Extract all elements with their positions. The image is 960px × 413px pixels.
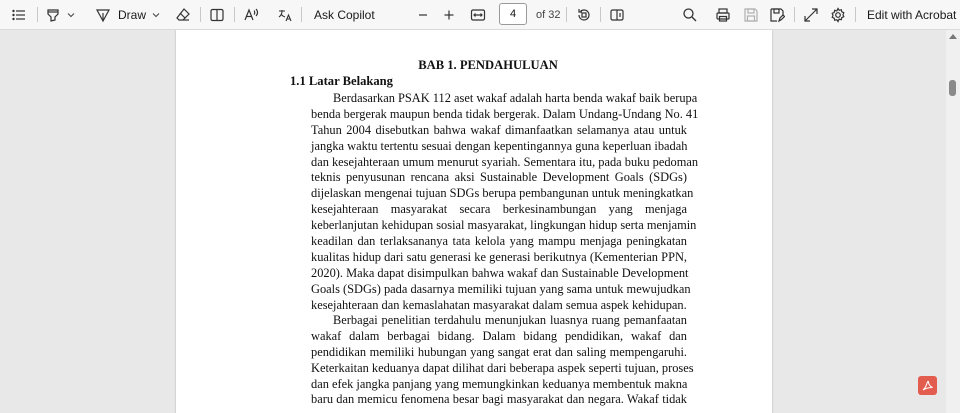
- paragraph-2: [311, 313, 694, 408]
- text-line: Tahun 2004 disebutkan bahwa wakaf dimanfaatkan selamanya atau untuk: [311, 122, 687, 137]
- text-line: keadilan dan terlaksananya tata kelola yang mampu menjaga peningkatan: [311, 234, 687, 249]
- eraser-icon[interactable]: [175, 0, 191, 29]
- search-icon[interactable]: [682, 0, 698, 29]
- page-total: of 32: [536, 8, 561, 21]
- fit-page-icon[interactable]: [470, 0, 486, 29]
- read-aloud-icon[interactable]: [243, 0, 259, 29]
- zoom-in-icon[interactable]: [442, 0, 456, 29]
- text-line: teknis penyusunan rencana aksi Sustainable Development Goals (SDGs): [311, 170, 687, 185]
- acrobat-icon[interactable]: [918, 376, 937, 395]
- text-line: kesejahteraan masyarakat secara berkesinambungan yang menjaga: [311, 202, 687, 217]
- page-view-icon[interactable]: [609, 0, 625, 29]
- paragraph-1: [311, 91, 699, 313]
- gear-icon[interactable]: [830, 0, 846, 29]
- print-icon[interactable]: [715, 0, 731, 29]
- text-line: kualitas hidup dari satu generasi ke generasi berikutnya (Kementerian PPN,: [311, 249, 687, 264]
- toolbar-separator: [234, 7, 235, 22]
- translate-icon[interactable]: [277, 0, 293, 29]
- draw-icon[interactable]: [95, 0, 111, 29]
- text-line: dan efek jangka panjang yang memungkinkan keduanya membentuk makna: [311, 376, 688, 391]
- toolbar-separator: [566, 7, 567, 22]
- edit-with-acrobat-button[interactable]: Edit with Acrobat: [867, 7, 957, 22]
- toolbar-separator: [37, 7, 38, 22]
- zoom-out-icon[interactable]: [416, 0, 430, 29]
- scrollbar-thumb[interactable]: [949, 80, 956, 96]
- toolbar-separator: [855, 7, 856, 22]
- text-line: keberlanjutan kehidupan sosial masyarakat, lingkungan hidup serta menjamin: [311, 218, 697, 233]
- pdf-page: [176, 30, 772, 413]
- text-line: pendidikan memiliki hubungan yang sangat erat dan saling mempengaruhi.: [311, 344, 687, 359]
- text-view-icon[interactable]: [209, 0, 225, 29]
- text-line: benda bergerak maupun benda tidak bergerak. Dalam Undang-Undang No. 41: [311, 106, 699, 121]
- text-line: dan kesejahteraan umum menurut syariah. Sementara itu, pada buku pedoman: [311, 154, 699, 169]
- text-line: dijelaskan mengenai tujuan SDGs berupa pembangunan untuk meningkatkan: [311, 186, 694, 201]
- text-line: Berbagai penelitian terdahulu menunjukan luasnya ruang pemanfaatan: [333, 313, 687, 327]
- text-line: wakaf dalam berbagai bidang. Dalam bidang pendidikan, wakaf dan: [311, 328, 687, 343]
- rotate-icon[interactable]: [576, 0, 592, 29]
- contents-list-icon[interactable]: [11, 0, 27, 29]
- chapter-title: BAB 1. PENDAHULUAN: [418, 58, 558, 72]
- draw-button-label[interactable]: Draw: [118, 7, 147, 22]
- text-line: kesejahteraan dan kemaslahatan masyarakat dalam semua aspek kehidupan.: [311, 297, 687, 312]
- highlight-icon[interactable]: [45, 0, 61, 29]
- text-line: baru dan memicu fenomena besar bagi masyarakat dan negara. Wakaf tidak: [311, 392, 687, 407]
- ask-copilot-button[interactable]: Ask Copilot: [314, 7, 375, 22]
- text-line: 2020). Maka dapat disimpulkan bahwa wakaf dan Sustainable Development: [311, 265, 689, 280]
- toolbar-separator: [301, 7, 302, 22]
- text-line: Goals (SDGs) pada dasarnya memiliki tujuan yang sama untuk mewujudkan: [311, 281, 691, 296]
- toolbar-separator: [200, 7, 201, 22]
- chevron-down-icon[interactable]: [67, 0, 75, 29]
- document-viewer[interactable]: [0, 30, 946, 413]
- chevron-down-icon[interactable]: [152, 0, 160, 29]
- toolbar-separator: [794, 7, 795, 22]
- toolbar: [0, 0, 960, 30]
- text-line: jangka waktu tertentu sesuai dengan kepentingannya guna keperluan ibadah: [311, 138, 688, 153]
- fullscreen-icon[interactable]: [803, 0, 819, 29]
- text-line: Berdasarkan PSAK 112 aset wakaf adalah harta benda wakaf baik berupa: [333, 91, 698, 105]
- toolbar-separator: [600, 7, 601, 22]
- page-number-input[interactable]: 4: [499, 3, 527, 25]
- save-icon[interactable]: [743, 0, 759, 29]
- save-as-icon[interactable]: [769, 0, 785, 29]
- scroll-up-icon[interactable]: [949, 34, 957, 39]
- section-heading: 1.1 Latar Belakang: [290, 74, 393, 88]
- text-line: Keterkaitan keduanya dapat dilihat dari beberapa aspek seperti tujuan, proses: [311, 360, 694, 375]
- vertical-scrollbar[interactable]: [946, 30, 960, 413]
